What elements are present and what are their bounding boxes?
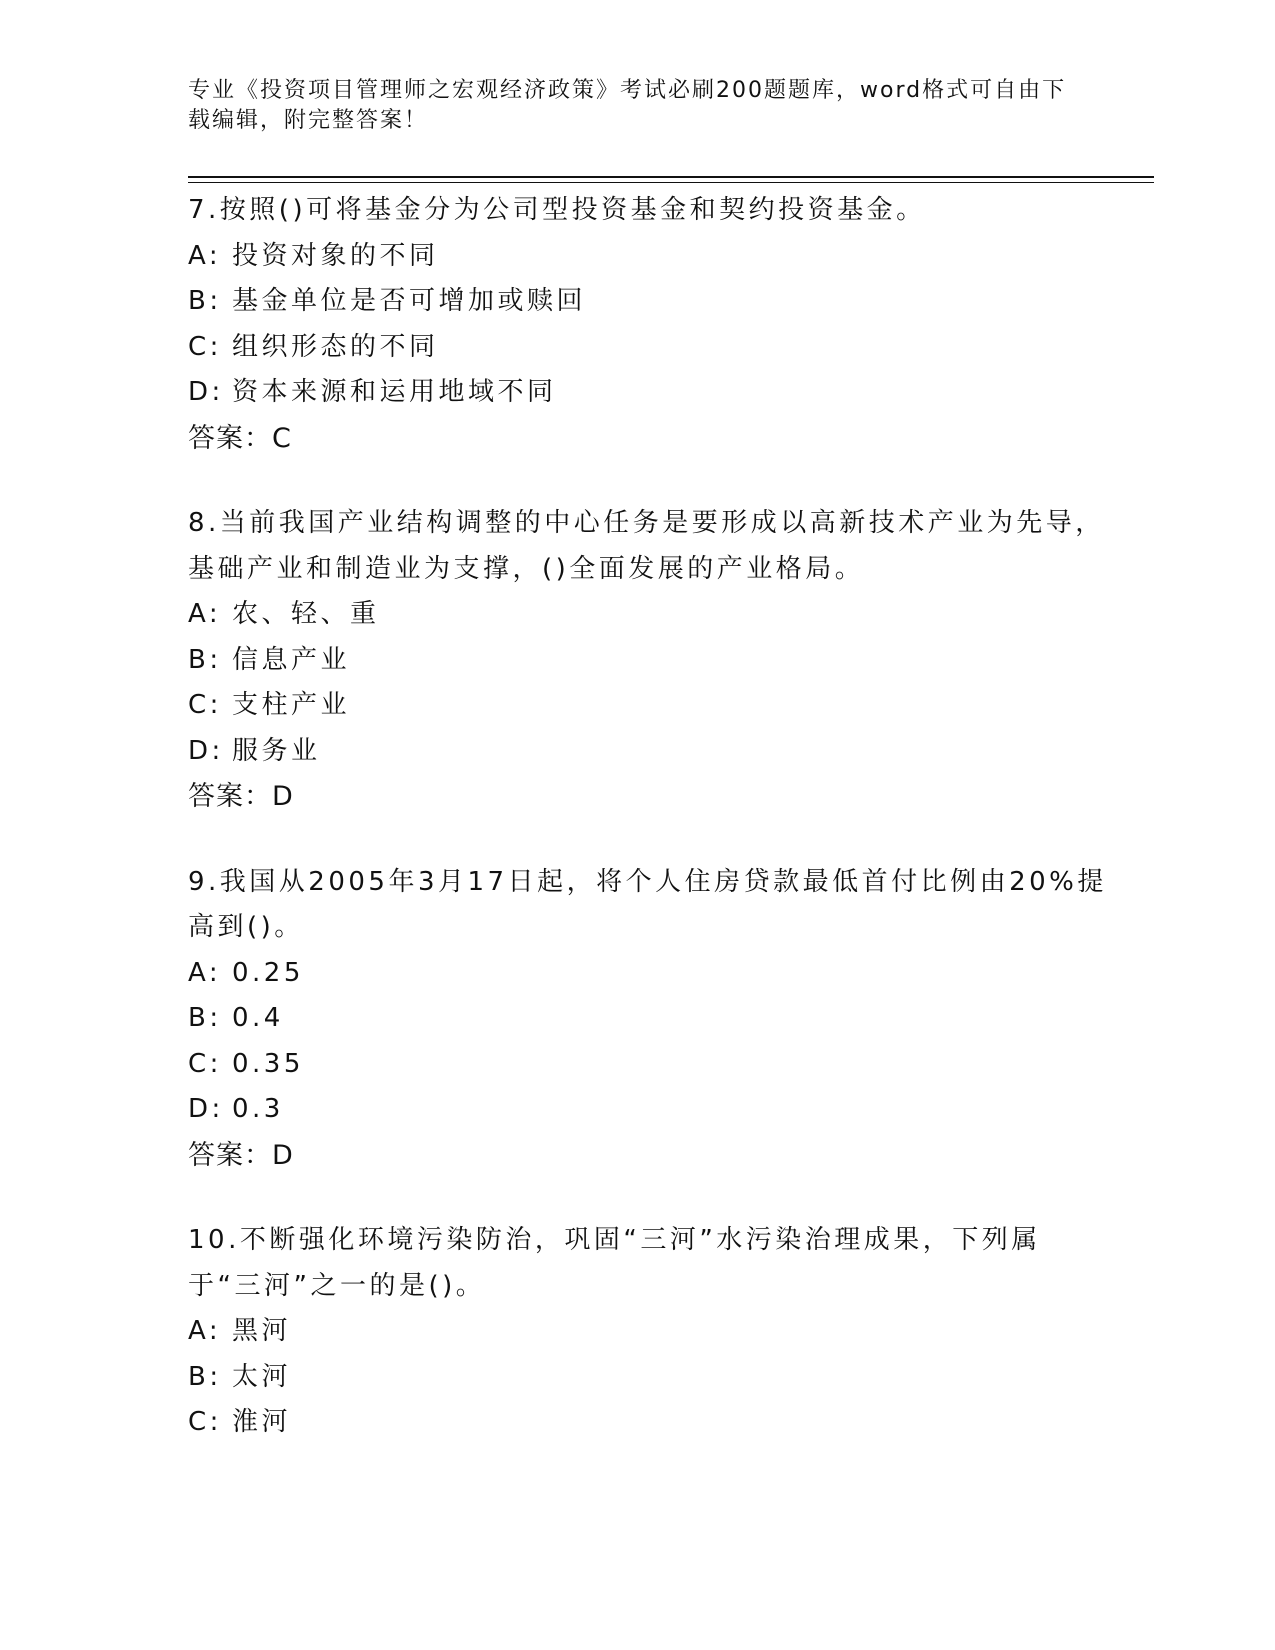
option-key: D: — [188, 377, 224, 407]
option-text: 0.4 — [232, 1003, 284, 1033]
document-header: 专业《投资项目管理师之宏观经济政策》考试必刷200题题库，word格式可自由下载编辑，附完整答案！ — [188, 78, 1067, 133]
option-c — [188, 1400, 1108, 1446]
option-a — [188, 234, 1108, 280]
option-key: A: — [188, 1316, 222, 1346]
option-a — [188, 592, 1108, 638]
option-b — [188, 279, 1108, 325]
question-stem: 9.我国从2005年3月17日起，将个人住房贷款最低首付比例由20%提高到()。 — [188, 866, 1107, 942]
option-text: 支柱产业 — [232, 690, 351, 720]
option-text: 0.3 — [232, 1094, 284, 1124]
option-text: 服务业 — [232, 735, 321, 766]
option-key: A: — [188, 957, 222, 988]
option-key: C: — [188, 1407, 222, 1437]
option-key: D: — [188, 1094, 224, 1124]
option-key: B: — [188, 644, 222, 675]
option-text: 基金单位是否可增加或赎回 — [232, 286, 587, 316]
option-a — [188, 1309, 1108, 1355]
question-10 — [188, 1218, 1108, 1446]
option-key: B: — [188, 1003, 222, 1033]
option-key: B: — [188, 286, 222, 316]
option-b — [188, 638, 1108, 684]
option-c — [188, 683, 1108, 729]
answer-line: 答案：C — [188, 422, 292, 454]
option-key: A: — [188, 240, 222, 271]
option-key: C: — [188, 1048, 222, 1079]
question-list — [188, 188, 1108, 1486]
option-key: A: — [188, 599, 222, 629]
question-7 — [188, 188, 1108, 461]
header-divider-thick — [188, 176, 1154, 178]
option-d — [188, 370, 1108, 416]
option-text: 淮河 — [232, 1407, 292, 1437]
option-key: B: — [188, 1361, 222, 1392]
option-text: 0.25 — [232, 957, 304, 988]
option-text: 太河 — [232, 1361, 292, 1392]
question-stem: 10.不断强化环境污染防治，巩固“三河”水污染治理成果，下列属于“三河”之一的是()。 — [188, 1225, 1041, 1301]
option-d — [188, 1087, 1108, 1133]
question-stem: 8.当前我国产业结构调整的中心任务是要形成以高新技术产业为先导，基础产业和制造业为支撑，()全面发展的产业格局。 — [188, 508, 1105, 584]
option-text: 信息产业 — [232, 644, 351, 675]
option-text: 资本来源和运用地域不同 — [232, 377, 557, 407]
option-text: 农、轻、重 — [232, 599, 380, 629]
question-stem: 7.按照()可将基金分为公司型投资基金和契约投资基金。 — [188, 195, 926, 225]
answer-line: 答案：D — [188, 781, 294, 812]
option-b — [188, 996, 1108, 1042]
answer-line: 答案：D — [188, 1139, 294, 1171]
option-b — [188, 1355, 1108, 1401]
question-8 — [188, 501, 1108, 820]
option-text: 黑河 — [232, 1316, 292, 1346]
option-c — [188, 325, 1108, 371]
option-key: C: — [188, 331, 222, 362]
option-key: D: — [188, 735, 224, 766]
option-d — [188, 729, 1108, 775]
option-text: 投资对象的不同 — [232, 240, 439, 271]
option-c — [188, 1042, 1108, 1088]
question-9 — [188, 860, 1108, 1179]
header-divider-thin — [188, 182, 1154, 183]
option-a — [188, 951, 1108, 997]
option-key: C: — [188, 690, 222, 720]
option-text: 组织形态的不同 — [232, 331, 439, 362]
option-text: 0.35 — [232, 1048, 304, 1079]
